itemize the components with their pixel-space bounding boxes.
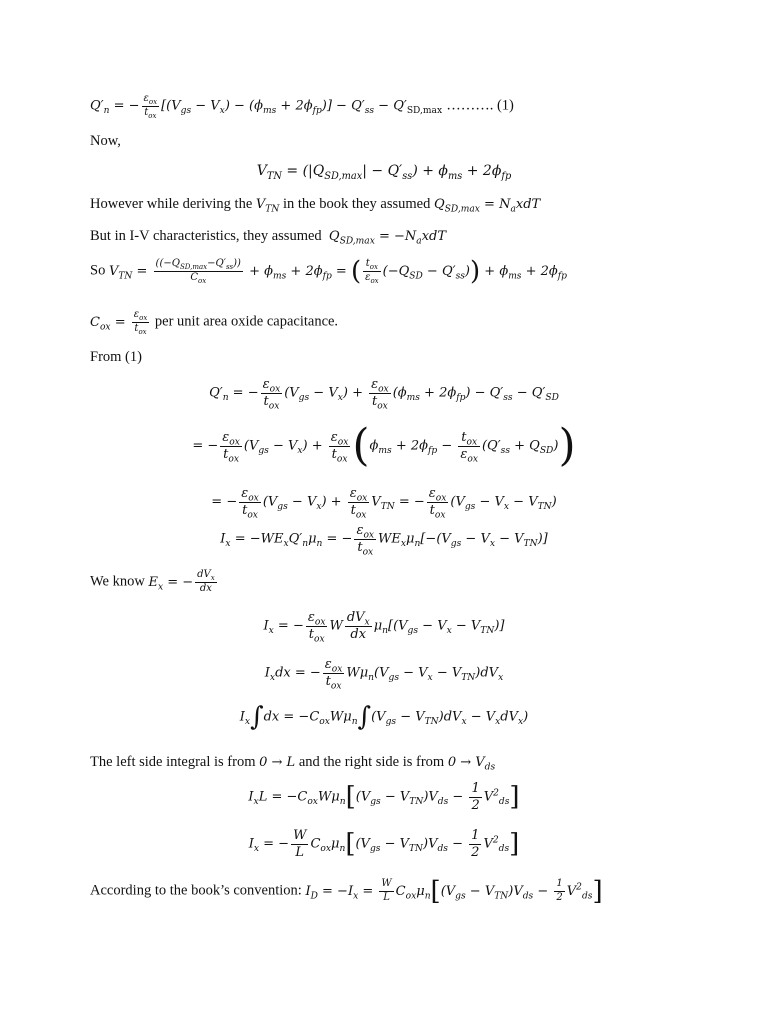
equation-ix-dx: $I_xdx$ = − $\frac{\varepsilon_{ox}}{t_{ox}}$ $W\mu_n(V_{gs} - V_x - V_{TN})dV_x$ [264,657,504,692]
but-text: But in I-V characteristics, they assumed [90,228,322,244]
according-text: According to the book’s convention: [90,882,302,899]
integral-text-a: The left side integral is from [90,754,256,770]
from1-text: From (1) [90,349,142,365]
however-text2: in the book they assumed [282,196,431,212]
equation-qn-expanded: $Q'_n$ = − $\frac{\varepsilon_{ox}}{t_{ox}}$ $(V_{gs} - V_x)$ + $\frac{\varepsilon_{ox}}{t_{ox}}$ $(\phi_{ms} + 2\phi_{fp}) - Q'_{ss} - Q'_{SD}$ [209,377,559,412]
so-text: So [90,262,106,279]
now-text: Now, [90,133,121,149]
we-know-line: We know $E_x$ = − $\frac{dV_x}{dx}$ [90,569,215,594]
so-line: So $V_{TN}$ = $\frac{((-Q_{SD,max}-Q'_{ss}))}{C_{ox}}$ + $\phi_{ms} + 2\phi_{fp}$ = ( $\frac{t_{ox}}{\varepsilon_{ox}}$ $(-Q_{SD} - Q'_{ss})) + \phi_{ms} + 2\phi_{fp}$ [90,256,567,286]
equation-qn-step3: = − $\frac{\varepsilon_{ox}}{t_{ox}}$ $(V_{gs} - V_x)$ + $\frac{\varepsilon_{ox}}{t_{ox}}$ $V_{TN}$ = − $\frac{\varepsilon_{ox}}{t_{ox}}$ $(V_{gs} - V_x - V_{TN})$ [211,486,557,521]
integral-limits-line: The left side integral is from 0 → L and the right side is from $0 \to V_{ds}$ [90,754,496,773]
equation-ixl: $I_xL = -C_{ox}W\mu_n[(V_{gs} - V_{TN})V_{ds}$ − $\frac{1}{2}$ $V^2_{ds}$] [248,781,520,813]
however-line: However while deriving the $V_{TN}$ in the book they assumed $Q_{SD,max} = N_axdT$ [90,196,541,215]
equation-ix-1: $I_x = -WE_xQ'_n\mu_n$ = − $\frac{\varepsilon_{ox}}{t_{ox}}$ $WE_x\mu_n[-(V_{gs} - V_x - V_{TN})]$ [220,523,548,558]
cox-line: $C_{ox}$ = $\frac{\varepsilon_{ox}}{t_{ox}}$ per unit area oxide capacitance. [90,309,339,336]
we-know-text: We know [90,573,145,590]
equation-qn-step2: = − $\frac{\varepsilon_{ox}}{t_{ox}}$ $(V_{gs} - V_x)$ + $\frac{\varepsilon_{ox}}{t_{ox}}$ ($\phi_{ms} + 2\phi_{fp}$ − $\frac{t_{ox}}{\varepsilon_{ox}}$ $(Q'_{ss} + Q_{SD})$) [192,420,576,471]
however-text: However while deriving the [90,196,253,212]
cox-text: per unit area oxide capacitance. [154,313,339,330]
equation-1: $Q'_n$ = − $\frac{\varepsilon_{ox}}{t_{ox}}$ $[(V_{gs} - V_x) - (\phi_{ms} + 2\phi_{fp})] - Q'_{ss} - Q'_{SD,max}$ ………. (1) [90,93,514,120]
equation-ix-final: $I_x$ = − $\frac{W}{L}$ $C_{ox}\mu_n[(V_{gs} - V_{TN})V_{ds}$ − $\frac{1}{2}$ $V^2_{ds}$] [248,828,520,860]
equation-ix-2: $I_x$ = − $\frac{\varepsilon_{ox}}{t_{ox}}$ W $\frac{dV_x}{dx}$ $\mu_n[(V_{gs} - V_x - V_{TN})]$ [263,610,505,645]
integral-text-b: and the right side is from [298,754,445,770]
equation-1-label: ………. (1) [446,97,514,114]
equation-vtn: $V_{TN} = (|Q_{SD,max}| - Q'_{ss}) + \phi_{ms} + 2\phi_{fp}$ [256,163,512,182]
equation-integral: $I_x\int dx = -C_{ox}W\mu_n\int(V_{gs} - V_{TN})dV_x - V_xdV_x$) [239,702,529,732]
according-line: According to the book’s convention: $I_D = -I_x$ = $\frac{W}{L}$ $C_{ox}\mu_n[(V_{gs} - V_{TN})V_{ds}$ − $\frac{1}{2}$ $V^2_{ds}$] [90,876,603,906]
but-line: But in I-V characteristics, they assumed $Q_{SD,max} = -N_axdT$ [90,228,447,247]
